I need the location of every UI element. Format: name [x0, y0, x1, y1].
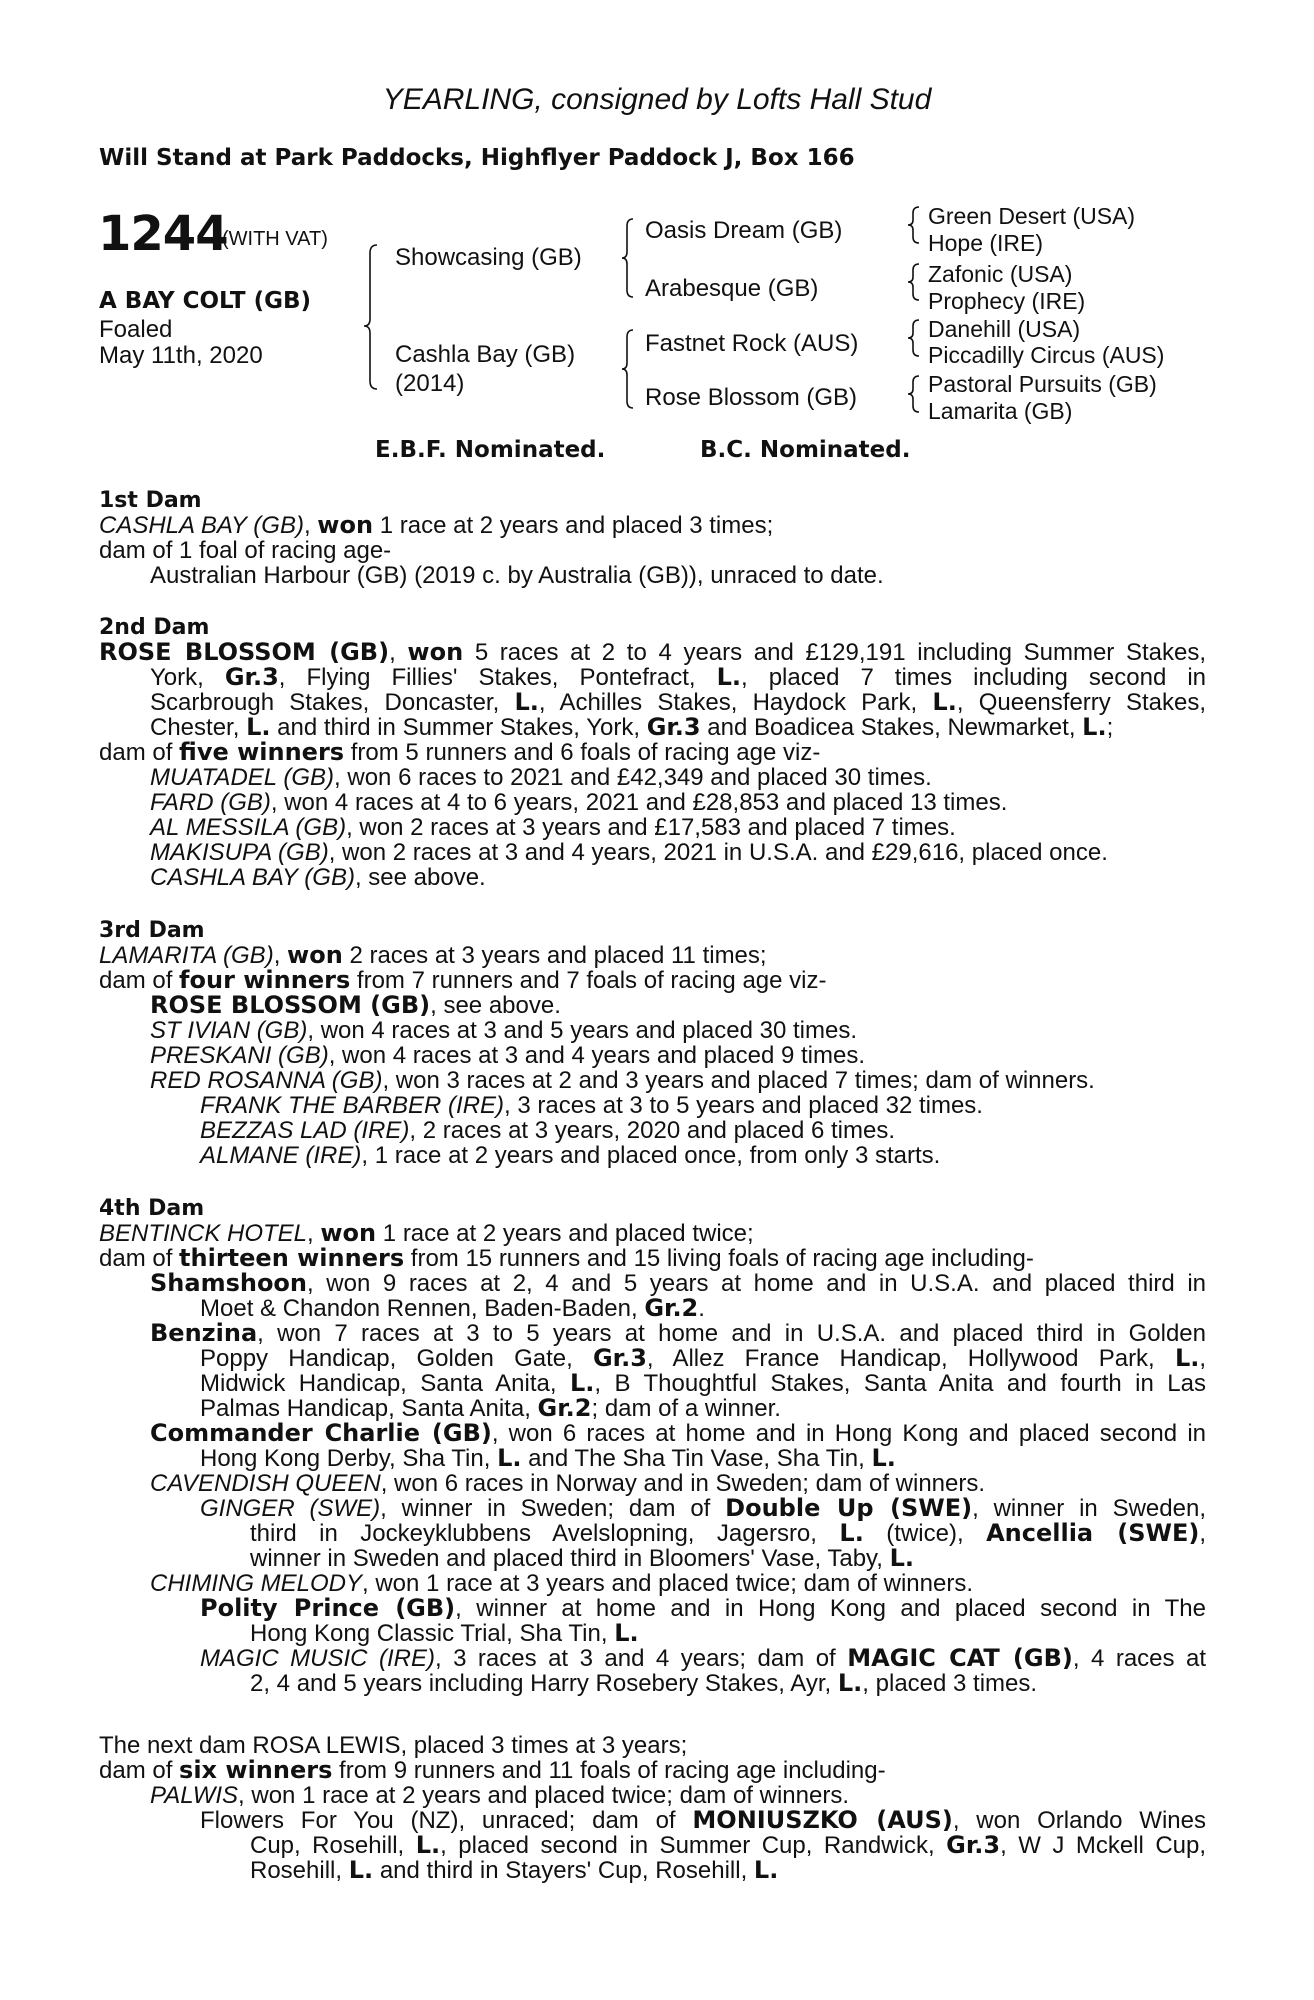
list-item: [150, 790, 1007, 816]
foal-record: , won 6 races to 2021 and £42,349 and placed 30 times.: [334, 764, 932, 791]
text: Hong Kong Derby, Sha Tin,: [200, 1445, 491, 1472]
sire-of-dam: Fastnet Rock (AUS): [645, 330, 859, 357]
text: , won 6 races in Norway and in Sweden; dam of winners.: [380, 1470, 986, 1497]
text: Chester,: [150, 714, 240, 741]
foal-name: Double Up (SWE): [725, 1494, 973, 1522]
dam3-won: won: [287, 941, 343, 969]
commander-line1: [150, 1421, 1206, 1447]
benzina-line3: [200, 1371, 1206, 1397]
listed-tag: L.: [348, 1856, 374, 1884]
foal-record: , see above.: [354, 864, 486, 891]
dam2-line3: [150, 690, 1206, 716]
text: and third in Summer Stakes, York,: [277, 714, 641, 741]
magic-line1: [200, 1646, 1206, 1672]
ginger-line2: [250, 1521, 1206, 1547]
text: ; dam of a winner.: [591, 1395, 781, 1422]
text: , won 1 race at 2 years and placed twice; dam of winners.: [238, 1782, 850, 1809]
ginger-line1: [200, 1496, 1206, 1522]
foal-name: MAGIC MUSIC (IRE): [200, 1645, 435, 1672]
ped-dds: Pastoral Pursuits (GB): [928, 371, 1157, 397]
benzina-line2: [200, 1346, 1206, 1372]
bc-nomination: B.C. Nominated.: [700, 437, 911, 463]
text: Rosehill,: [250, 1857, 343, 1884]
shamshoon-line1: [150, 1271, 1206, 1297]
text: Hong Kong Classic Trial, Sha Tin,: [250, 1620, 608, 1647]
text: .: [698, 1295, 705, 1322]
ped-ddd: Lamarita (GB): [928, 398, 1073, 424]
listed-tag: L.: [837, 1669, 863, 1697]
listed-tag: L.: [497, 1444, 522, 1472]
group-tag: Gr.2: [644, 1294, 699, 1322]
foal-record: , 3 races at 3 to 5 years and placed 32 times.: [504, 1092, 983, 1119]
group-tag: Gr.3: [646, 713, 701, 741]
commander-line2: [200, 1446, 896, 1472]
text: dam of: [99, 967, 173, 994]
ped-sss: Green Desert (USA): [928, 203, 1136, 229]
dam2-line2: [150, 665, 1206, 691]
benzina-line4: [200, 1396, 781, 1422]
list-item: [150, 865, 486, 891]
dam4-name: BENTINCK HOTEL: [99, 1220, 308, 1247]
dam4-won: won: [320, 1219, 377, 1247]
foal-name: MAKISUPA (GB): [150, 839, 329, 866]
text: 2, 4 and 5 years including Harry Rosebery Stakes, Ayr,: [250, 1670, 832, 1697]
list-item: [150, 765, 932, 791]
text: , 4 races at: [1072, 1645, 1207, 1672]
text: ;: [1106, 714, 1114, 741]
winners-count: six winners: [179, 1756, 333, 1784]
foal-name: Ancellia (SWE): [986, 1519, 1200, 1547]
listed-tag: L.: [1082, 713, 1107, 741]
foal-name: FRANK THE BARBER (IRE): [200, 1092, 505, 1119]
text: , won 1 race at 3 years and placed twice; dam of winners.: [362, 1570, 973, 1597]
group-tag: Gr.3: [224, 663, 279, 691]
winners-count: five winners: [179, 738, 345, 766]
listed-tag: L.: [889, 1544, 915, 1572]
ped-dss: Danehill (USA): [928, 316, 1081, 342]
list-item: [150, 840, 1108, 866]
list-item: [200, 1143, 940, 1169]
text: , winner in Sweden; dam of: [380, 1495, 711, 1522]
foaled-label: Foaled: [99, 316, 173, 343]
list-item: [150, 815, 956, 841]
foal-name: ST IVIAN (GB): [150, 1017, 308, 1044]
stand-location: Will Stand at Park Paddocks, Highflyer Paddock J, Box 166: [99, 145, 855, 171]
text: , W J Mckell Cup,: [1000, 1832, 1207, 1859]
foal-name: Commander Charlie (GB): [150, 1419, 492, 1447]
foal-record: , won 4 races at 3 and 4 years and placed 9 times.: [328, 1042, 866, 1069]
foal-name: MAGIC CAT (GB): [847, 1644, 1073, 1672]
dam2-heading: 2nd Dam: [99, 615, 210, 640]
text: , won 6 races at home and in Hong Kong and placed second in: [491, 1420, 1206, 1447]
dam3-line1: LAMARITA (GB), won 2 races at 3 years and placed 11 times;: [99, 941, 767, 969]
foal-name: GINGER (SWE): [200, 1495, 381, 1522]
dam2-name: ROSE BLOSSOM (GB): [99, 638, 390, 666]
text: winner in Sweden and placed third in Bloomers' Vase, Taby,: [250, 1545, 883, 1572]
text: ,: [1199, 1345, 1207, 1372]
dam3-name: LAMARITA (GB): [99, 942, 274, 969]
text: , placed second in Summer Cup, Randwick,: [440, 1832, 935, 1859]
text: and third in Stayers' Cup, Rosehill,: [379, 1857, 748, 1884]
list-item: [200, 1093, 983, 1119]
text: , Queensferry Stakes,: [956, 689, 1207, 716]
group-tag: Gr.2: [537, 1394, 592, 1422]
listed-tag: L.: [1174, 1344, 1200, 1372]
text: , won Orlando Wines: [952, 1807, 1206, 1834]
chiming-line: [150, 1571, 973, 1597]
foal-name: CAVENDISH QUEEN: [150, 1470, 381, 1497]
foal-record: , won 4 races at 3 and 5 years and placed 30 times.: [307, 1017, 858, 1044]
listed-tag: L.: [716, 663, 742, 691]
list-item: [200, 1118, 895, 1144]
cavendish-line: [150, 1471, 985, 1497]
page-title: YEARLING, consigned by Lofts Hall Stud: [382, 83, 932, 116]
dam1-line2: dam of 1 foal of racing age-: [99, 537, 392, 564]
foal-record: , 1 race at 2 years and placed once, from only 3 starts.: [361, 1142, 941, 1169]
foal-name: Polity Prince (GB): [200, 1594, 456, 1622]
text: Palmas Handicap, Santa Anita,: [200, 1395, 531, 1422]
foal-name: ALMANE (IRE): [200, 1142, 362, 1169]
text: Midwick Handicap, Santa Anita,: [200, 1370, 557, 1397]
group-tag: Gr.3: [946, 1831, 1001, 1859]
dam-of-sire: Arabesque (GB): [645, 275, 819, 302]
text: Scarbrough Stakes, Doncaster,: [150, 689, 500, 716]
ginger-line3: [250, 1546, 914, 1572]
text: dam of: [99, 1245, 173, 1272]
dam4-line2: [99, 1246, 1034, 1272]
text: (twice),: [886, 1520, 964, 1547]
magic-line2: [250, 1671, 1037, 1697]
text: , B Thoughtful Stakes, Santa Anita and fourth in Las: [594, 1370, 1206, 1397]
dam1-won: won: [317, 511, 374, 539]
dam2-won: won: [407, 638, 464, 666]
foaled-date: May 11th, 2020: [99, 342, 263, 369]
foal-record: , won 2 races at 3 years and £17,583 and placed 7 times.: [346, 814, 956, 841]
dam3-record: 2 races at 3 years and placed 11 times;: [349, 942, 767, 969]
text: dam of: [99, 739, 173, 766]
foal-record: , see above.: [430, 992, 561, 1019]
benzina-line1: [150, 1321, 1206, 1347]
list-item: [150, 1043, 865, 1069]
foal-name: PRESKANI (GB): [150, 1042, 329, 1069]
lot-vat-note: (WITH VAT): [222, 228, 328, 250]
listed-tag: L.: [514, 688, 539, 716]
polity-line2: [250, 1621, 639, 1647]
listed-tag: L.: [753, 1856, 779, 1884]
dam2-line4: [150, 715, 1113, 741]
dam3-heading: 3rd Dam: [99, 918, 205, 943]
flowers-line2: [250, 1833, 1206, 1859]
foal-name: CASHLA BAY (GB): [150, 864, 355, 891]
listed-tag: L.: [871, 1444, 896, 1472]
dam-foaling-year: (2014): [395, 370, 465, 397]
lot-number: 1244: [98, 206, 228, 262]
text: Cup, Rosehill,: [250, 1832, 405, 1859]
dam1-heading: 1st Dam: [99, 488, 202, 513]
dam2-record: 5 races at 2 to 4 years and £129,191 including Summer Stakes,: [474, 639, 1206, 666]
dam1-foal: Australian Harbour (GB) (2019 c. by Australia (GB)), unraced to date.: [150, 562, 884, 589]
foal-name: Benzina: [150, 1319, 258, 1347]
foal-record: , won 3 races at 2 and 3 years and placed 7 times; dam of winners.: [382, 1067, 1095, 1094]
foal-name: MUATADEL (GB): [150, 764, 335, 791]
text: Poppy Handicap, Golden Gate,: [200, 1345, 573, 1372]
foal-record: , won 2 races at 3 and 4 years, 2021 in U.S.A. and £29,616, placed once.: [328, 839, 1108, 866]
ped-dsd: Piccadilly Circus (AUS): [928, 342, 1165, 368]
text: , winner at home and in Hong Kong and placed second in The: [455, 1595, 1207, 1622]
text: from 9 runners and 11 foals of racing age including-: [339, 1757, 886, 1784]
nextdam-line1: The next dam ROSA LEWIS, placed 3 times at 3 years;: [99, 1732, 688, 1759]
foal-name: FARD (GB): [150, 789, 271, 816]
dam4-heading: 4th Dam: [99, 1196, 205, 1221]
ped-sdd: Prophecy (IRE): [928, 288, 1086, 314]
ped-sds: Zafonic (USA): [928, 261, 1073, 287]
sire: Showcasing (GB): [395, 244, 582, 271]
winners-count: thirteen winners: [179, 1244, 405, 1272]
foal-name: AL MESSILA (GB): [150, 814, 347, 841]
flowers-line1: [200, 1808, 1206, 1834]
listed-tag: L.: [246, 713, 271, 741]
polity-line1: [200, 1596, 1206, 1622]
text: Moet & Chandon Rennen, Baden-Baden,: [200, 1295, 638, 1322]
text: from 5 runners and 6 foals of racing age viz-: [350, 739, 821, 766]
text: , won 9 races at 2, 4 and 5 years at home and in U.S.A. and placed third in: [307, 1270, 1206, 1297]
dam2-line5: [99, 740, 820, 766]
dam1-name: CASHLA BAY (GB): [99, 512, 304, 539]
foal-record: , 2 races at 3 years, 2020 and placed 6 times.: [409, 1117, 895, 1144]
foal-name: RED ROSANNA (GB): [150, 1067, 383, 1094]
list-item: [150, 1018, 857, 1044]
palwis-line: [150, 1783, 849, 1809]
winners-count: four winners: [179, 966, 351, 994]
dam: Cashla Bay (GB): [395, 341, 576, 368]
text: York,: [150, 664, 204, 691]
dam-of-dam: Rose Blossom (GB): [645, 384, 858, 411]
list-item: [150, 993, 561, 1019]
ped-ssd: Hope (IRE): [928, 230, 1044, 256]
listed-tag: L.: [839, 1519, 864, 1547]
text: , placed 3 times.: [862, 1670, 1038, 1697]
text: from 15 runners and 15 living foals of racing age including-: [410, 1245, 1034, 1272]
text: , won 7 races at 3 to 5 years at home and in U.S.A. and placed third in Golden: [257, 1320, 1206, 1347]
text: from 7 runners and 7 foals of racing age viz-: [356, 967, 827, 994]
text: ,: [1199, 1520, 1207, 1547]
foal-record: , won 4 races at 4 to 6 years, 2021 and £28,853 and placed 13 times.: [270, 789, 1008, 816]
dam4-line1: BENTINCK HOTEL, won 1 race at 2 years and placed twice;: [99, 1219, 754, 1247]
dam2-line1: ROSE BLOSSOM (GB), won 5 races at 2 to 4 years and £129,191 including Summer Stakes,: [99, 638, 1206, 666]
listed-tag: L.: [415, 1831, 441, 1859]
foal-name: MONIUSZKO (AUS): [692, 1806, 953, 1834]
dam3-line2: [99, 968, 826, 994]
text: and Boadicea Stakes, Newmarket,: [707, 714, 1076, 741]
text: , Flying Fillies' Stakes, Pontefract,: [278, 664, 696, 691]
foal-name: PALWIS: [150, 1782, 239, 1809]
foal-name: BEZZAS LAD (IRE): [200, 1117, 410, 1144]
ebf-nomination: E.B.F. Nominated.: [375, 437, 606, 463]
listed-tag: L.: [932, 688, 957, 716]
text: Flowers For You (NZ), unraced; dam of: [200, 1807, 676, 1834]
text: and The Sha Tin Vase, Sha Tin,: [528, 1445, 865, 1472]
foal-name: Shamshoon: [150, 1269, 308, 1297]
text: , Achilles Stakes, Haydock Park,: [538, 689, 918, 716]
shamshoon-line2: [200, 1296, 705, 1322]
text: , placed 7 times including second in: [741, 664, 1207, 691]
text: , winner in Sweden,: [972, 1495, 1206, 1522]
sire-of-sire: Oasis Dream (GB): [645, 217, 843, 244]
dam1-record: 1 race at 2 years and placed 3 times;: [379, 512, 774, 539]
foal-name: CHIMING MELODY: [150, 1570, 363, 1597]
dam1-line1: CASHLA BAY (GB), won 1 race at 2 years and placed 3 times;: [99, 511, 774, 539]
text: , 3 races at 3 and 4 years; dam of: [434, 1645, 836, 1672]
group-tag: Gr.3: [592, 1344, 647, 1372]
listed-tag: L.: [614, 1619, 639, 1647]
horse-name: A BAY COLT (GB): [99, 288, 312, 314]
nextdam-line2: [99, 1758, 886, 1784]
text: third in Jockeyklubbens Avelslopning, Jagersro,: [250, 1520, 817, 1547]
dam4-record: 1 race at 2 years and placed twice;: [382, 1220, 754, 1247]
listed-tag: L.: [569, 1369, 595, 1397]
text: dam of: [99, 1757, 173, 1784]
foal-name: ROSE BLOSSOM (GB): [150, 991, 431, 1019]
text: , Allez France Handicap, Hollywood Park,: [646, 1345, 1155, 1372]
flowers-line3: [250, 1858, 778, 1884]
list-item: [150, 1068, 1095, 1094]
